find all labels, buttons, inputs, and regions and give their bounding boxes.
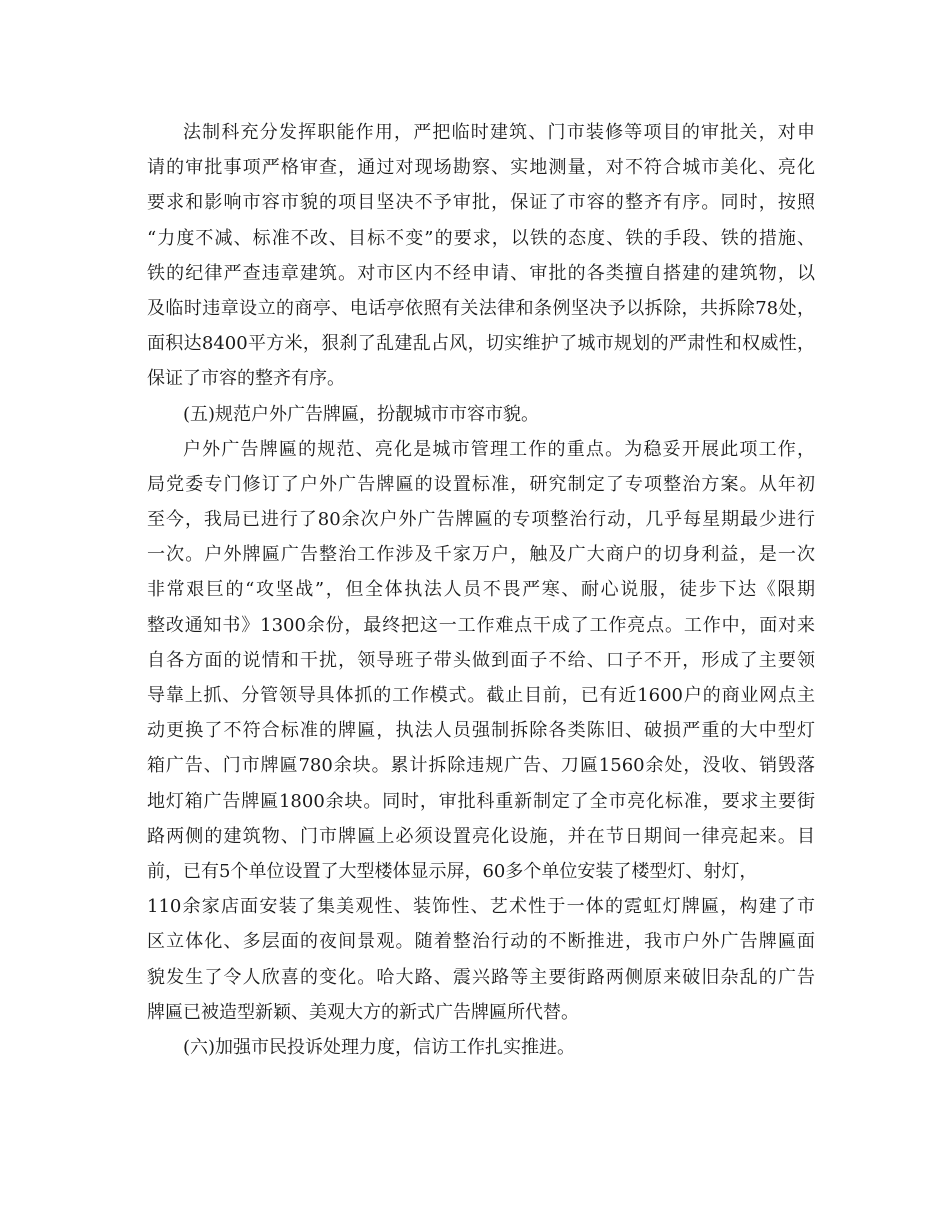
text-line: 牌匾已被造型新颖、美观大方的新式广告牌匾所代替。: [147, 1001, 579, 1023]
paragraph-billboards: [147, 432, 815, 1030]
text-line: 前，已有5个单位设置了大型楼体显示屏，60多个单位安装了楼型灯、射灯，: [147, 860, 758, 882]
text-line: 及临时违章设立的商亭、电话亭依照有关法律和条例坚决予以拆除，共拆除78处，: [147, 297, 815, 319]
section-heading-6: [147, 1030, 815, 1065]
text-line: 法制科充分发挥职能作用，严把临时建筑、门市装修等项目的审批关，对申: [183, 122, 815, 143]
text-line: 一次。户外牌匾广告整治工作涉及千家万户，触及广大商户的切身利益，是一次: [147, 544, 815, 566]
text-line: 保证了市容的整齐有序。: [147, 368, 345, 390]
text-line: 110余家店面安装了集美观性、装饰性、艺术性于一体的霓虹灯牌匾，构建了市: [147, 896, 815, 918]
text-line: 貌发生了令人欣喜的变化。哈大路、震兴路等主要街路两侧原来破旧杂乱的广告: [147, 966, 815, 988]
section-heading-5: [147, 397, 815, 432]
text-line: 铁的纪律严查违章建筑。对市区内不经申请、审批的各类擅自搭建的建筑物，以: [147, 262, 815, 284]
text-line: 至今，我局已进行了80余次户外广告牌匾的专项整治行动，几乎每星期最少进行: [147, 509, 815, 531]
text-line: 动更换了不符合标准的牌匾，执法人员强制拆除各类陈旧、破损严重的大中型灯: [147, 720, 815, 742]
text-line: 局党委专门修订了户外广告牌匾的设置标准，研究制定了专项整治方案。从年初: [147, 473, 815, 495]
text-line: 面积达8400平方米，狠刹了乱建乱占风，切实维护了城市规划的严肃性和权威性，: [147, 333, 815, 355]
text-line: 箱广告、门市牌匾780余块。累计拆除违规广告、刀匾1560余处，没收、销毁落: [147, 755, 815, 777]
heading-line: (六)加强市民投诉处理力度，信访工作扎实推进。: [183, 1036, 576, 1058]
text-line: 整改通知书》1300余份，最终把这一工作难点干成了工作亮点。工作中，面对来: [147, 614, 815, 636]
text-line: 非常艰巨的“攻坚战”，但全体执法人员不畏严寒、耐心说服，徒步下达《限期: [147, 579, 815, 601]
text-line: 户外广告牌匾的规范、亮化是城市管理工作的重点。为稳妥开展此项工作，: [183, 438, 815, 460]
text-line: 地灯箱广告牌匾1800余块。同时，审批科重新制定了全市亮化标准，要求主要街: [147, 790, 815, 812]
document-body: [147, 115, 815, 1065]
text-line: 要求和影响市容市貌的项目坚决不予审批，保证了市容的整齐有序。同时，按照: [147, 192, 815, 214]
text-line: 导靠上抓、分管领导具体抓的工作模式。截止目前，已有近1600户的商业网点主: [147, 685, 815, 706]
heading-line: (五)规范户外广告牌匾，扮靓城市市容市貌。: [183, 403, 540, 425]
text-line: 路两侧的建筑物、门市牌匾上必须设置亮化设施，并在节日期间一律亮起来。目: [147, 825, 815, 847]
paragraph-approval: [147, 115, 815, 397]
text-line: 自各方面的说情和干扰，领导班子带头做到面子不给、口子不开，形成了主要领: [147, 649, 815, 671]
text-line: “力度不减、标准不改、目标不变”的要求，以铁的态度、铁的手段、铁的措施、: [147, 227, 815, 249]
text-line: 请的审批事项严格审查，通过对现场勘察、实地测量，对不符合城市美化、亮化: [147, 157, 815, 179]
text-line: 区立体化、多层面的夜间景观。随着整治行动的不断推进，我市户外广告牌匾面: [147, 931, 815, 953]
